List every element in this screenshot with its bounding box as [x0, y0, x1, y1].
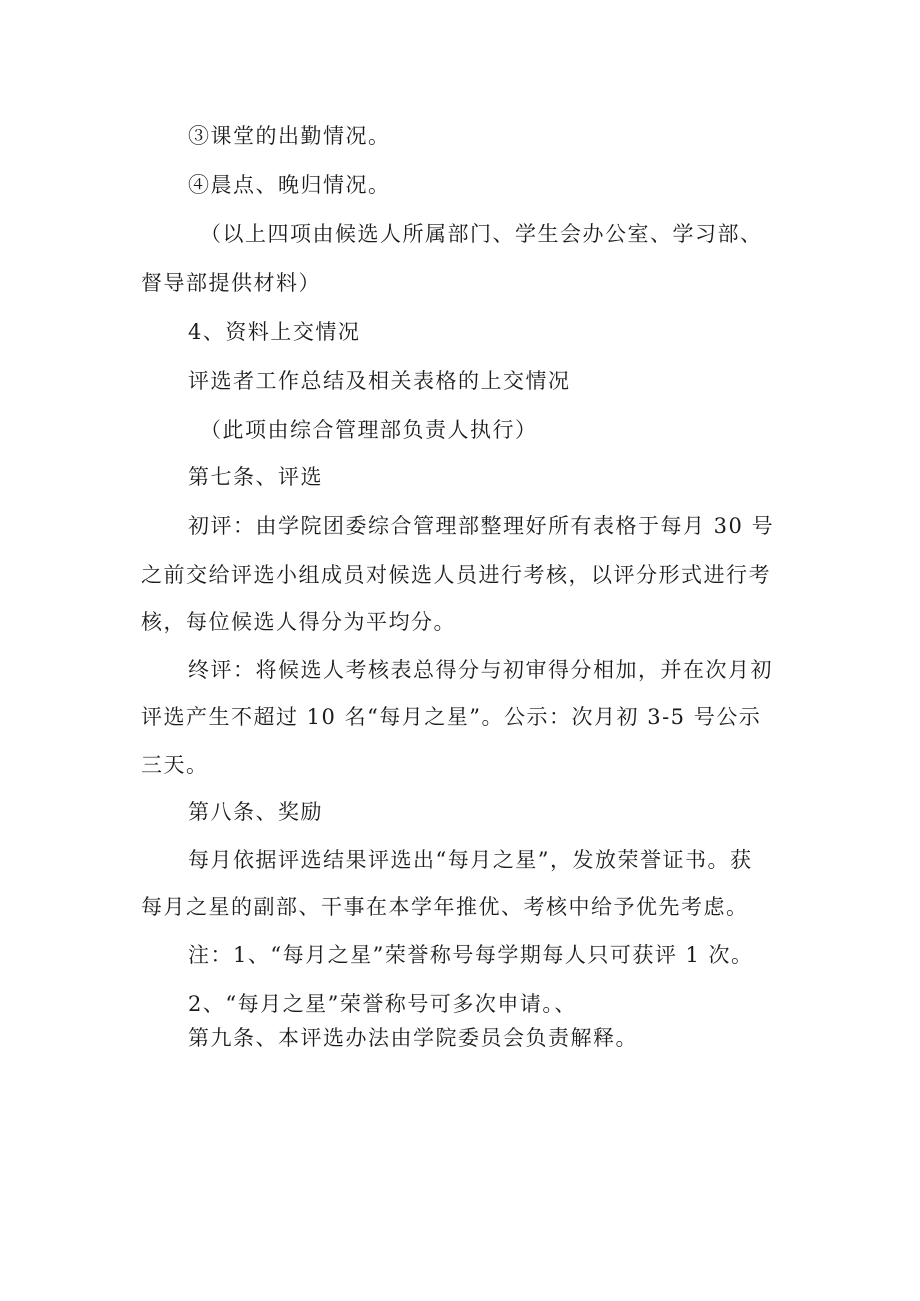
preliminary-line3: 核，每位候选人得分为平均分。	[141, 610, 456, 634]
note-line2: 2、“每月之星”荣誉称号可多次申请。、	[188, 992, 577, 1016]
item-morning-evening: ④晨点、晚归情况。	[188, 173, 391, 197]
note-materials-line2: 督导部提供材料）	[141, 271, 321, 295]
preliminary-line1: 初评：由学院团委综合管理部整理好所有表格于每月 30 号	[188, 514, 775, 538]
article-eight-heading: 第八条、奖励	[188, 800, 323, 824]
reward-line1: 每月依据评选结果评选出“每月之星”，发放荣誉证书。获	[188, 848, 753, 872]
article-seven-heading: 第七条、评选	[188, 465, 323, 489]
item-attendance: ③课堂的出勤情况。	[188, 124, 391, 148]
heading-submission: 4、资料上交情况	[188, 320, 361, 344]
reward-line2: 每月之星的副部、干事在本学年推优、考核中给予优先考虑。	[141, 895, 749, 919]
final-line1: 终评：将候选人考核表总得分与初审得分相加，并在次月初	[188, 658, 773, 682]
submission-note: （此项由综合管理部负责人执行）	[200, 418, 538, 442]
final-line2: 评选产生不超过 10 名“每月之星”。公示：次月初 3-5 号公示	[141, 705, 762, 729]
note-materials-line1: （以上四项由候选人所属部门、学生会办公室、学习部、	[200, 222, 763, 246]
final-line3: 三天。	[141, 753, 209, 777]
article-nine: 第九条、本评选办法由学院委员会负责解释。	[188, 1026, 638, 1050]
submission-desc: 评选者工作总结及相关表格的上交情况	[188, 369, 571, 393]
preliminary-line2: 之前交给评选小组成员对候选人员进行考核，以评分形式进行考	[141, 563, 771, 587]
note-line1: 注：1、“每月之星”荣誉称号每学期每人只可获评 1 次。	[188, 943, 754, 967]
